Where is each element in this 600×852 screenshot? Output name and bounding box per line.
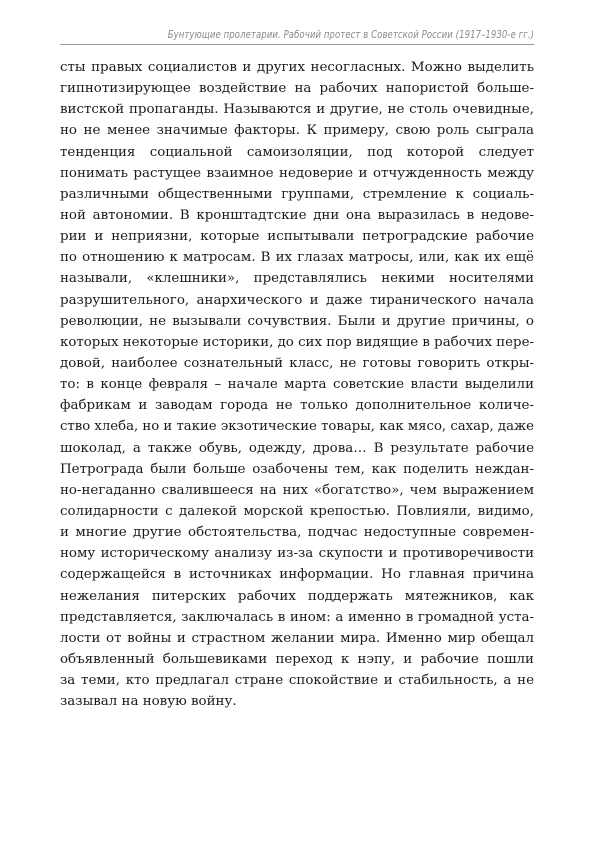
text-line: содержащейся в источниках информации. Но главная причина [60,567,534,583]
text-line: тенденция социальной самоизоляции, под которой следует [60,144,534,160]
text-line: солидарности с далекой морской крепостью. Повлияли, видимо, [60,503,534,519]
text-line: разрушительного, анархического и даже тиранического начала [60,292,534,308]
text-line: ному историческому анализу из-за скупости и противоречивости [60,546,534,562]
text-line: которых некоторые историки, до сих пор видящие в рабочих пере- [60,334,534,350]
text-line: вистской пропаганды. Называются и другие, не столь очевидные, [60,102,534,118]
text-line: представляется, заключалась в ином: а именно в громадной уста- [60,609,534,625]
text-line: сты правых социалистов и других несогласных. Можно выделить [60,60,534,75]
text-line-last: зазывал на новую войну. [60,694,237,710]
header-divider [60,44,534,45]
text-line: гипнотизирующее воздействие на рабочих напористой больше- [60,81,534,97]
text-line: называли, «клешники», представлялись некими носителями [60,271,534,287]
text-line: ной автономии. В кронштадтские дни она выразилась в недове- [60,207,534,223]
text-line: рии и неприязни, которые испытывали петроградские рабочие [60,229,534,245]
text-line: нежелания питерских рабочих поддержать мятежников, как [60,588,534,604]
text-line: фабрикам и заводам города не только дополнительное количе- [60,398,534,414]
text-line: различными общественными группами, стремление к социаль- [60,186,534,202]
text-line: революции, не вызывали сочувствия. Были и другие причины, о [60,313,534,329]
text-line: и многие другие обстоятельства, подчас недоступные современ- [60,525,534,541]
text-line: шоколад, а также обувь, одежду, дрова… В результате рабочие [60,440,534,456]
text-line: то: в конце февраля – начале марта советские власти выделили [60,377,534,393]
text-line: ство хлеба, но и такие экзотические товары, как мясо, сахар, даже [60,419,535,435]
text-line: объявленный большевиками переход к нэпу, и рабочие пошли [60,651,534,667]
text-line: Петрограда были больше озабочены тем, как поделить неждан- [60,461,534,477]
running-header-title: Бунтующие пролетарии. Рабочий протест в Советской России (1917–1930-е гг.) [167,28,535,41]
text-line: но-негаданно свалившееся на них «богатство», чем выражением [60,482,534,498]
text-line: довой, наиболее сознательный класс, не готовы говорить откры- [60,355,534,371]
text-line: понимать растущее взаимное недоверие и отчужденность между [60,165,534,181]
text-line: за теми, кто предлагал стране спокойствие и стабильность, а не [60,673,534,689]
text-line: лости от войны и страстном желании мира. Именно мир обещал [60,630,534,646]
text-line: по отношению к матросам. В их глазах матросы, или, как их ещё [60,250,534,266]
text-line: но не менее значимые факторы. К примеру, свою роль сыграла [60,123,534,139]
body-paragraph [60,57,534,712]
